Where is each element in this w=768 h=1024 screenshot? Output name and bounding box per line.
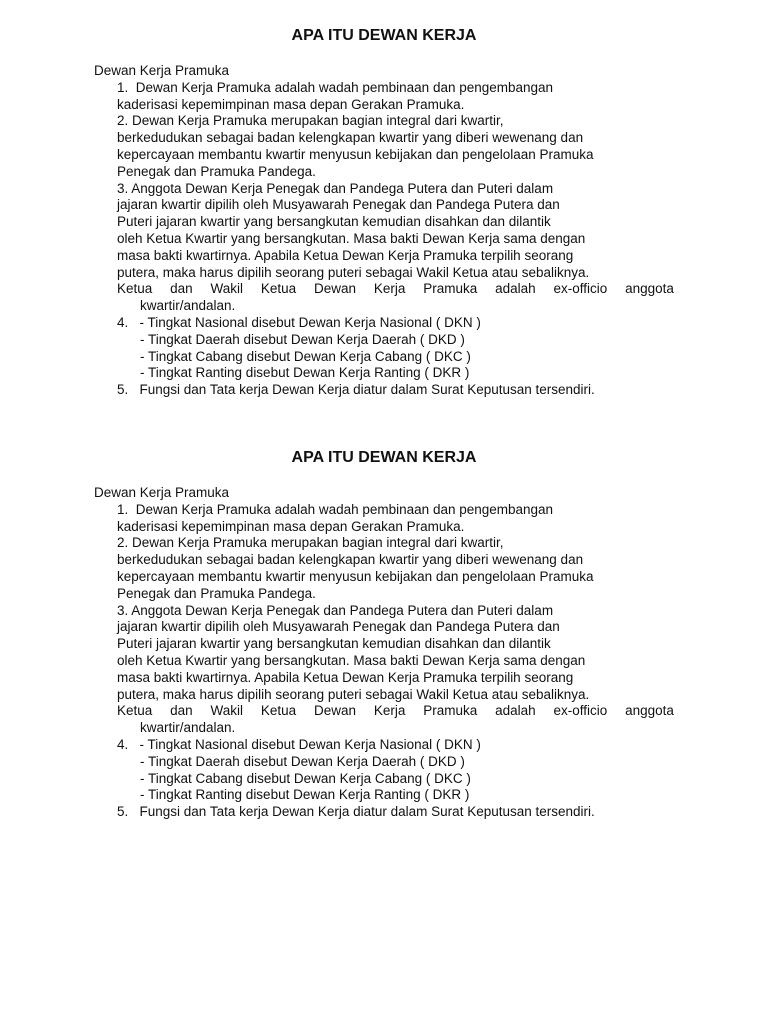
text-line: 5. Fungsi dan Tata kerja Dewan Kerja diatur dalam Surat Keputusan tersendiri. bbox=[117, 804, 595, 820]
text-line: 4. - Tingkat Nasional disebut Dewan Kerja Nasional ( DKN ) bbox=[117, 736, 481, 752]
text-line: - Tingkat Ranting disebut Dewan Kerja Ranting ( DKR ) bbox=[140, 365, 470, 381]
text-line: 2. Dewan Kerja Pramuka merupakan bagian integral dari kwartir, bbox=[117, 535, 504, 551]
word: Wakil bbox=[210, 281, 243, 297]
text-line: masa bakti kwartirnya. Apabila Ketua Dewan Kerja Pramuka terpilih seorang bbox=[117, 247, 574, 263]
word: dan bbox=[170, 281, 193, 297]
text-line: jajaran kwartir dipilih oleh Musyawarah Penegak dan Pandega Putera dan bbox=[117, 619, 560, 635]
text-line: - Tingkat Cabang disebut Dewan Kerja Cabang ( DKC ) bbox=[140, 770, 471, 786]
text-line: masa bakti kwartirnya. Apabila Ketua Dewan Kerja Pramuka terpilih seorang bbox=[117, 669, 574, 685]
word: adalah bbox=[495, 281, 536, 297]
text-line: - Tingkat Daerah disebut Dewan Kerja Daerah ( DKD ) bbox=[140, 753, 465, 769]
text-line: 2. Dewan Kerja Pramuka merupakan bagian integral dari kwartir, bbox=[117, 113, 504, 129]
text-line: - Tingkat Daerah disebut Dewan Kerja Daerah ( DKD ) bbox=[140, 331, 465, 347]
text-line: berkedudukan sebagai badan kelengkapan kwartir yang diberi wewenang dan bbox=[117, 552, 584, 568]
text-line: - Tingkat Ranting disebut Dewan Kerja Ranting ( DKR ) bbox=[140, 787, 470, 803]
text-line: putera, maka harus dipilih seorang puteri sebagai Wakil Ketua atau sebaliknya. bbox=[117, 686, 590, 702]
text-line: 3. Anggota Dewan Kerja Penegak dan Pandega Putera dan Puteri dalam bbox=[117, 180, 554, 196]
text-line: 5. Fungsi dan Tata kerja Dewan Kerja diatur dalam Surat Keputusan tersendiri. bbox=[117, 382, 595, 398]
word: Ketua bbox=[117, 281, 153, 297]
text-line: oleh Ketua Kwartir yang bersangkutan. Masa bakti Dewan Kerja sama dengan bbox=[117, 652, 586, 668]
word: Pramuka bbox=[423, 281, 478, 297]
text-line: 3. Anggota Dewan Kerja Penegak dan Pandega Putera dan Puteri dalam bbox=[117, 602, 554, 618]
word: Ketua bbox=[260, 703, 297, 719]
word: ex-officio bbox=[553, 281, 608, 297]
text-line: kepercayaan membantu kwartir menyusun kebijakan dan pengelolaan Pramuka bbox=[117, 146, 594, 162]
justified-line bbox=[0, 703, 674, 720]
text-line: kwartir/andalan. bbox=[140, 720, 236, 736]
subtitle: Dewan Kerja Pramuka bbox=[94, 485, 230, 500]
page-title: APA ITU DEWAN KERJA bbox=[291, 449, 477, 466]
word: anggota bbox=[625, 281, 674, 297]
word: Kerja bbox=[373, 703, 406, 719]
text-line: berkedudukan sebagai badan kelengkapan kwartir yang diberi wewenang dan bbox=[117, 130, 584, 146]
text-line: Puteri jajaran kwartir yang bersangkutan kemudian disahkan dan dilantik bbox=[117, 214, 551, 230]
text-line: Puteri jajaran kwartir yang bersangkutan kemudian disahkan dan dilantik bbox=[117, 636, 551, 652]
text-line: Penegak dan Pramuka Pandega. bbox=[117, 585, 316, 601]
word: dan bbox=[170, 703, 193, 719]
word: adalah bbox=[495, 703, 536, 719]
text-line: jajaran kwartir dipilih oleh Musyawarah Penegak dan Pandega Putera dan bbox=[117, 197, 560, 213]
text-line: oleh Ketua Kwartir yang bersangkutan. Masa bakti Dewan Kerja sama dengan bbox=[117, 230, 586, 246]
word: Wakil bbox=[210, 703, 243, 719]
word: Kerja bbox=[373, 281, 406, 297]
text-line: putera, maka harus dipilih seorang puteri sebagai Wakil Ketua atau sebaliknya. bbox=[117, 264, 590, 280]
text-line: 1. Dewan Kerja Pramuka adalah wadah pembinaan dan pengembangan bbox=[117, 501, 554, 517]
document-section bbox=[0, 448, 768, 821]
word: Dewan bbox=[313, 281, 356, 297]
text-line: Penegak dan Pramuka Pandega. bbox=[117, 163, 316, 179]
word: Ketua bbox=[117, 703, 153, 719]
text-line: kepercayaan membantu kwartir menyusun kebijakan dan pengelolaan Pramuka bbox=[117, 568, 594, 584]
subtitle: Dewan Kerja Pramuka bbox=[94, 63, 230, 78]
text-line: kaderisasi kepemimpinan masa depan Gerakan Pramuka. bbox=[117, 518, 465, 534]
text-line: 4. - Tingkat Nasional disebut Dewan Kerja Nasional ( DKN ) bbox=[117, 314, 481, 330]
text-line: kaderisasi kepemimpinan masa depan Gerakan Pramuka. bbox=[117, 96, 465, 112]
word: Pramuka bbox=[423, 703, 478, 719]
text-line: - Tingkat Cabang disebut Dewan Kerja Cabang ( DKC ) bbox=[140, 348, 471, 364]
justified-line bbox=[0, 281, 674, 298]
page-title: APA ITU DEWAN KERJA bbox=[291, 27, 477, 44]
word: Ketua bbox=[260, 281, 297, 297]
document-section bbox=[0, 26, 768, 399]
text-line: 1. Dewan Kerja Pramuka adalah wadah pembinaan dan pengembangan bbox=[117, 79, 554, 95]
text-line: kwartir/andalan. bbox=[140, 298, 236, 314]
word: ex-officio bbox=[553, 703, 608, 719]
word: anggota bbox=[625, 703, 674, 719]
word: Dewan bbox=[313, 703, 356, 719]
